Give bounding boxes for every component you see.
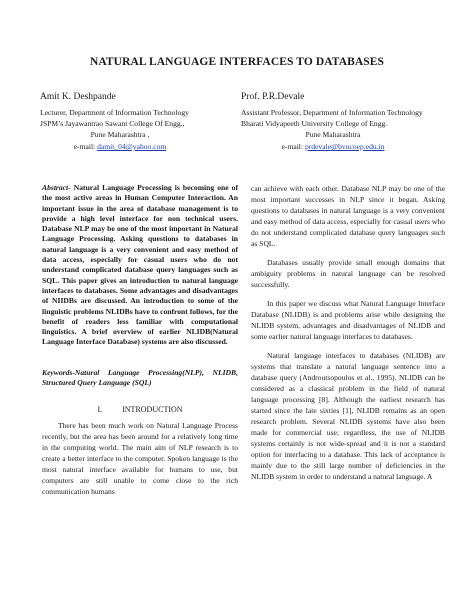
left-column: [42, 183, 238, 497]
author-email-line: [40, 141, 240, 152]
email-label: e-mail:: [281, 142, 304, 151]
author-block-2: [241, 92, 441, 152]
author-city: Pune Maharashtra: [305, 130, 361, 139]
author-email-link[interactable]: prdevale@bvucoep.edu.in: [304, 142, 385, 151]
keywords: Keywords-Natural Language Processing(NLP), NLIDB, Structured Query Language (SQL): [42, 367, 238, 388]
email-label: e-mail:: [73, 142, 96, 151]
author-institute: Bharati Vidyapeeth University College of Engg.: [241, 119, 388, 128]
intro-paragraph: There has been much work on Natural Language Process recently, but the area has been around for a relatively long time in the computing world. The main aim of NLP research is to create a better interface to the computer. Spoken language is the most natural interface available for humans to use, but computers are still unable to come close to the rich communication humans: [42, 420, 238, 496]
abstract-lead: Abstract-: [42, 183, 71, 192]
abstract-text: Natural Language Processing is becoming one of the most active areas in Human Computer Interaction. An important issue in the area of database management is to provide a high level interface for non technical users. Database NLP may be one of the most important in Natural Language Processing. Asking questions to databases in natural language is a very convenient and easy method of data access, especially for casual users who do not understand complicated database query languages such as SQL. This paper gives an introduction to natural language interfaces to databases. Some advantages and disadvantages of NIIDBs are discussed. An introduction to some of the linguistic problems NLIDBs have to confront follows, for the benefit of readers less familiar with computational linguistics. A brief overview of earlier NLIDB(Natural Language Interface Database) systems are also discussed.: [42, 183, 238, 347]
author-affiliation: Lecturer, Department of Information Technology: [40, 108, 189, 117]
body-paragraph: Databases usually provide small enough domains that ambiguity problems in natural language can be resolved successfully.: [251, 258, 445, 289]
abstract: [42, 183, 238, 348]
author-name: Prof. P.R.Devale: [241, 92, 305, 102]
author-name: Amit K. Deshpande: [40, 92, 116, 102]
author-city: Pune Maharashtra ,: [90, 130, 150, 139]
right-column: [251, 183, 445, 482]
paper-title: NATURAL LANGUAGE INTERFACES TO DATABASES: [89, 56, 385, 68]
body-paragraph: can achieve with each other. Database NLP may be one of the most important successes in NLP since it began. Asking questions to databases in natural language is a very convenient and easy method of data access, especially for casual users who do not understand complicated database query languages such as SQL.: [251, 184, 445, 248]
author-institute: JSPM’s Jayawantrao Sawant College Of Engg.,: [40, 119, 185, 128]
author-affiliation: Assistant Professor, Department of Information Technology: [241, 108, 423, 117]
body-paragraph: Natural language interfaces to databases (NLIDB) are systems that translate a natural language sentence into a database query (Androutsopoulos et al., 1995). NLIDB can be considered as a classical problem in the field of natural language processing [8]. Although the earliest research has started since the late sixties [1], NLIDB remains as an open research problem. Several NLIDB systems have also been made for commercial use; regardless, the use of NLIDB systems certainly is not wide-spread and it is not a standard option for interfacing to a database. This lack of acceptance is mainly due to the still large number of deficiencies in the NLIDB system in order to understand a natural language. A: [251, 351, 445, 481]
author-block-1: [40, 92, 240, 152]
author-email-link[interactable]: damit_04@yahoo.com: [97, 142, 167, 151]
section-heading: [42, 405, 238, 415]
section-number: I.: [97, 405, 103, 415]
section-title: INTRODUCTION: [122, 405, 183, 415]
author-email-line: [241, 141, 441, 152]
body-paragraph: In this paper we discuss what Natural Language Interface Database (NLIDB) is and problems arise while designing the NLIDB system, advantages and disadvantages of NLIDB and some earlier natural language interfaces to databases.: [251, 299, 445, 341]
